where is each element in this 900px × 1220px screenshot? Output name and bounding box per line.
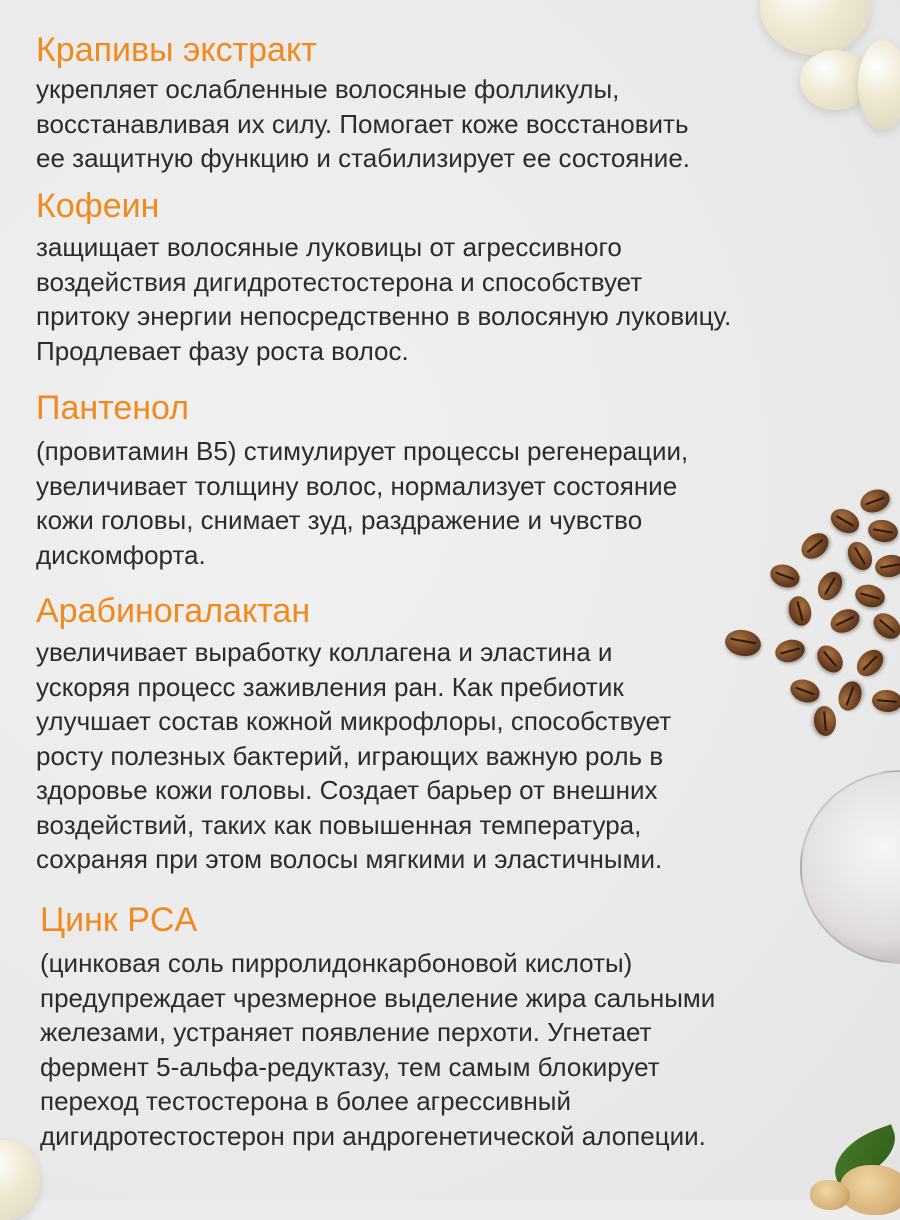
- description-line: сохраняя при этом волосы мягкими и эластичными.: [36, 844, 663, 874]
- description-line: восстанавливая их силу. Помогает коже восстановить: [36, 108, 689, 139]
- ingredient-title: Крапивы экстракт: [36, 31, 317, 69]
- description-line: росту полезных бактерий, играющих важную роль в: [36, 740, 664, 771]
- ingredient-title: Цинк PCA: [40, 901, 198, 939]
- ingredient-description: [40, 946, 900, 1153]
- oil-drop-bottom-image: [0, 1140, 40, 1220]
- description-line: дигидротестостерон при андрогенетической алопеции.: [40, 1120, 706, 1151]
- description-line: увеличивает выработку коллагена и эластина и: [36, 637, 613, 667]
- ingredient-description: [36, 230, 896, 368]
- ingredient-description: [36, 434, 896, 572]
- description-line: воздействия дигидротестостерона и способствует: [36, 266, 643, 297]
- description-line: дискомфорта.: [36, 539, 206, 570]
- ingredient-section-arabinogalactan: [36, 591, 896, 877]
- description-line: улучшает состав кожной микрофлоры, способствует: [36, 706, 672, 736]
- ingredient-title: Арабиногалактан: [36, 592, 311, 630]
- description-line: (провитамин B5) стимулирует процессы регенерации,: [36, 436, 689, 466]
- description-line: защищает волосяные луковицы от агрессивного: [36, 232, 622, 262]
- description-line: ускоряя процесс заживления ран. Как пребиотик: [36, 671, 624, 702]
- ingredient-section-panthenol: [36, 388, 896, 572]
- ingredient-section-nettle: [36, 30, 896, 176]
- ingredient-description: [36, 72, 896, 176]
- description-line: увеличивает толщину волос, нормализует состояние: [36, 470, 678, 501]
- description-line: ее защитную функцию и стабилизирует ее состояние.: [36, 143, 690, 173]
- description-line: кожи головы, снимает зуд, раздражение и чувство: [36, 505, 643, 535]
- description-line: предупреждает чрезмерное выделение жира сальными: [40, 982, 716, 1013]
- ingredient-section-caffeine: [36, 186, 896, 368]
- ingredient-section-zinc-pca: [40, 900, 900, 1153]
- description-line: притоку энергии непосредственно в волосяную луковицу.: [36, 301, 732, 331]
- ingredient-description: [36, 635, 896, 877]
- description-line: здоровье кожи головы. Создает барьер от внешних: [36, 775, 658, 805]
- description-line: Продлевает фазу роста волос.: [36, 335, 409, 366]
- description-line: воздействий, таких как повышенная температура,: [36, 809, 642, 840]
- ingredient-title: Кофеин: [36, 187, 160, 225]
- description-line: переход тестостерона в более агрессивный: [40, 1086, 571, 1116]
- description-line: железами, устраняет появление перхоти. Угнетает: [40, 1017, 652, 1047]
- description-line: фермент 5-альфа-редуктазу, тем самым блокирует: [40, 1051, 660, 1082]
- description-line: (цинковая соль пирролидонкарбоновой кислоты): [40, 948, 633, 978]
- ingredient-title: Пантенол: [36, 389, 189, 427]
- description-line: укрепляет ослабленные волосяные фолликулы,: [36, 74, 620, 104]
